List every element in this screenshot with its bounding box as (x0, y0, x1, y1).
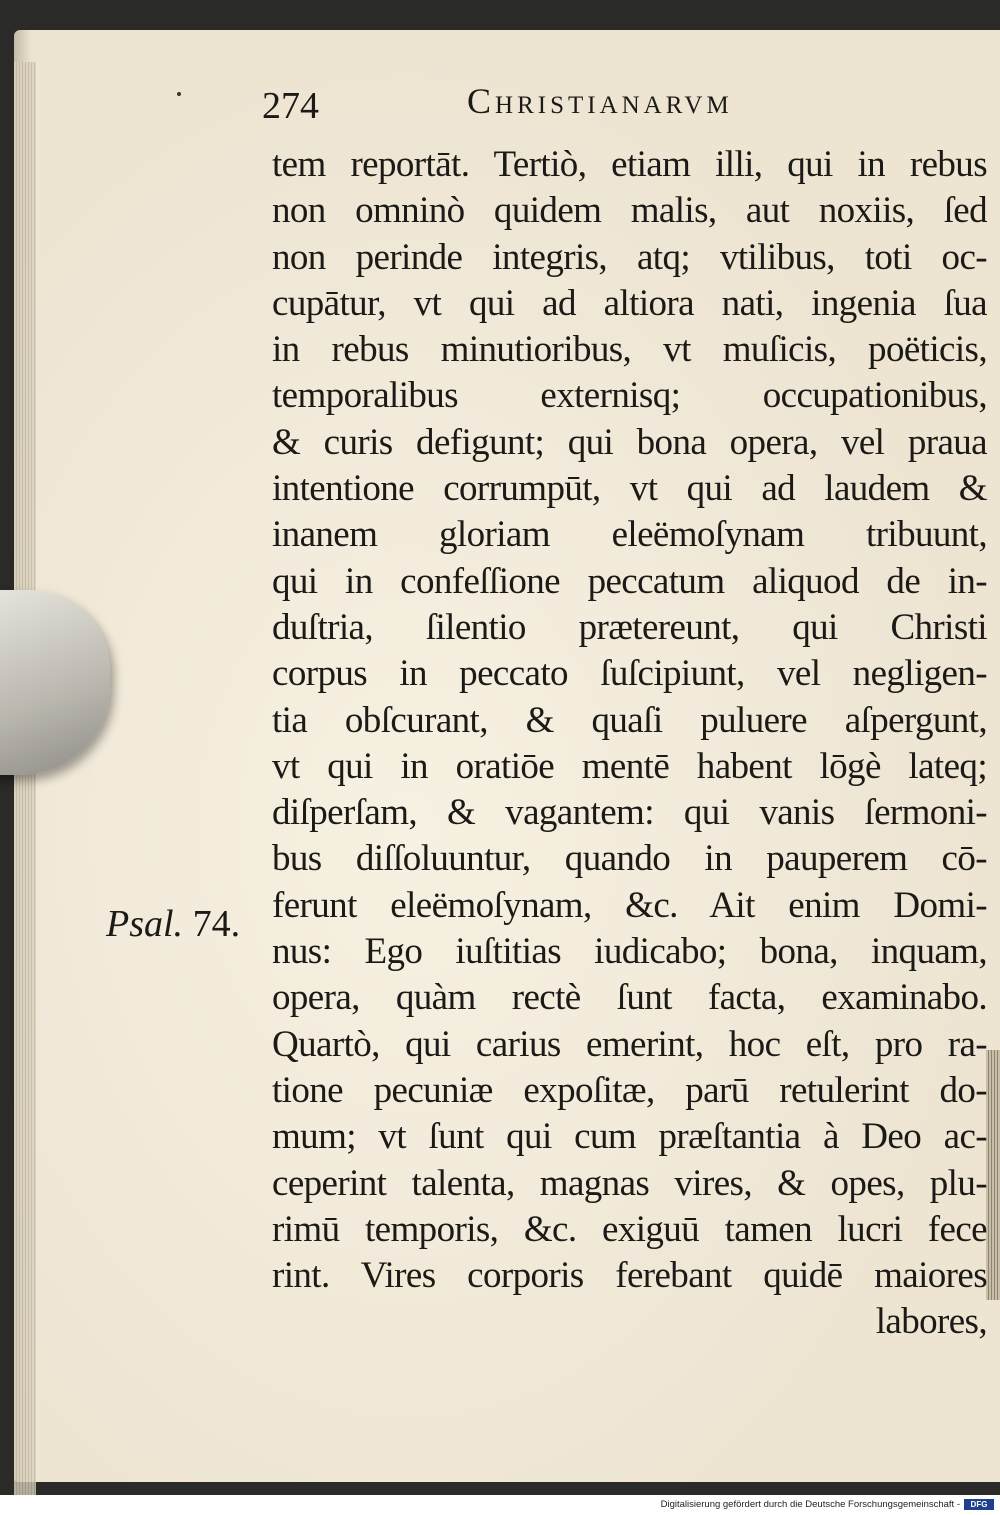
text-line: duſtria, ſilentio prætereunt, qui Christi (272, 606, 987, 648)
text-line: rimū temporis, &c. exiguū tamen lucri fece (272, 1208, 987, 1250)
text-line: inanem gloriam eleëmoſynam tribuunt, (272, 514, 987, 556)
ink-spot (177, 92, 181, 96)
running-head: Christianarvm (467, 81, 733, 121)
text-line: vt qui in oratiōe mentē habent lōgè lateq; (272, 745, 987, 787)
body-text (272, 142, 987, 1346)
page-number: 274 (262, 85, 319, 127)
text-line: corpus in peccato ſuſcipiunt, vel negligen- (272, 653, 987, 695)
margin-note (106, 902, 240, 946)
text-line: ceperint talenta, magnas vires, & opes, plu- (272, 1162, 987, 1204)
text-line: intentione corrumpūt, vt qui ad laudem & (272, 468, 987, 510)
page-edges-left (14, 62, 36, 1495)
text-line: opera, quàm rectè ſunt facta, examinabo. (272, 977, 987, 1019)
text-line: temporalibus externisq; occupationibus, (272, 375, 987, 417)
text-line: nus: Ego iuſtitias iudicabo; bona, inquam, (272, 931, 987, 973)
text-line: Quartò, qui carius emerint, hoc eſt, pro ra- (272, 1023, 987, 1065)
funding-notice: Digitalisierung gefördert durch die Deutsche Forschungsgemeinschaft - (660, 1499, 960, 1510)
page-header (262, 80, 862, 130)
text-line: ferunt eleëmoſynam, &c. Ait enim Domi- (272, 884, 987, 926)
text-line: cupātur, vt qui ad altiora nati, ingenia ſua (272, 282, 987, 324)
text-line: rint. Vires corporis ferebant quidē maiores (272, 1255, 987, 1297)
text-line: tem reportāt. Tertiò, etiam illi, qui in rebus (272, 144, 987, 185)
text-line: diſperſam, & vagantem: qui vanis ſermoni- (272, 792, 987, 834)
text-line: & curis defigunt; qui bona opera, vel praua (272, 421, 987, 463)
text-line: non perinde integris, atq; vtilibus, toti oc- (272, 236, 987, 278)
catchword: labores, (875, 1301, 987, 1343)
text-line: mum; vt ſunt qui cum præſtantia à Deo ac- (272, 1116, 987, 1158)
text-line: tione pecuniæ expoſitæ, parū retulerint do- (272, 1069, 987, 1111)
text-line: bus diſſoluuntur, quando in pauperem cō- (272, 838, 987, 880)
margin-note-number: 74. (192, 903, 241, 945)
dfg-logo-icon[interactable]: DFG (964, 1499, 994, 1510)
page-edges-right (986, 1050, 1000, 1300)
text-line: qui in confeſſione peccatum aliquod de in- (272, 560, 987, 602)
text-line: in rebus minutioribus, vt muſicis, poëticis, (272, 329, 987, 371)
margin-note-book: Psal. (106, 903, 184, 945)
text-line: non omninò quidem malis, aut noxiis, ſed (272, 190, 987, 232)
text-line: tia obſcurant, & quaſi puluere aſpergunt, (272, 699, 987, 741)
